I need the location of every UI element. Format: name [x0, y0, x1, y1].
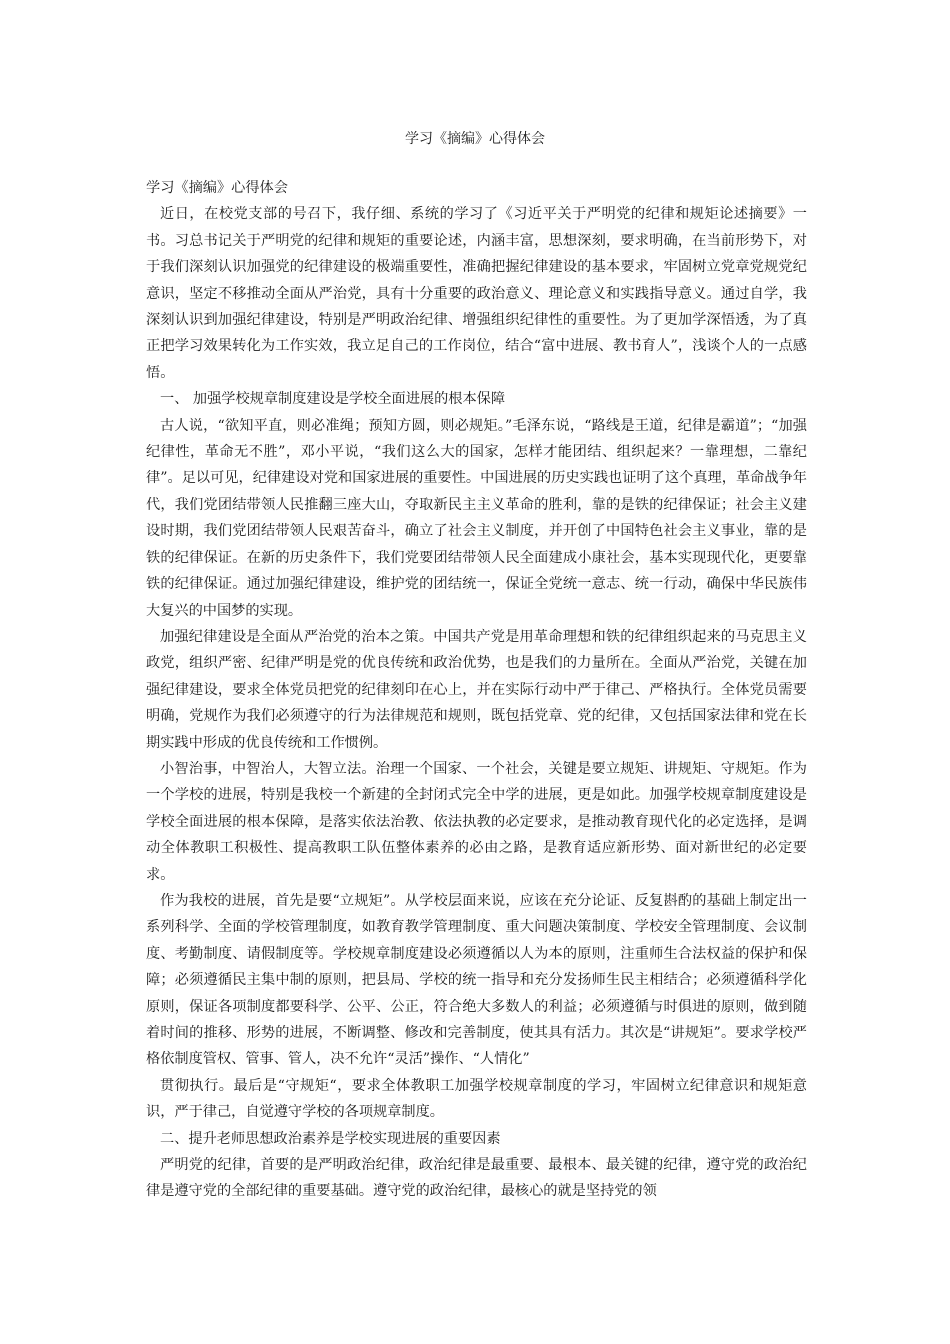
paragraph: 贯彻执行。最后是“守规矩“，要求全体教职工加强学校规章制度的学习，牢固树立纪律意识和规矩意识，严于律己，自觉遵守学校的各项规章制度。: [146, 1077, 807, 1121]
paragraph-intro: 近日，在校党支部的号召下，我仔细、系统的学习了《习近平关于严明党的纪律和规矩论述摘要》一书。习总书记关于严明党的纪律和规矩的重要论述，内涵丰富，思想深刻，要求明确，在当前形势下，对于我们深刻认识加强党的纪律建设的极端重要性，准确把握纪律建设的基本要求，牢固树立党章党规党纪意识，坚定不移推动全面从严治党，具有十分重要的政治意义、理论意义和实践指导意义。通过自学，我深刻认识到加强纪律建设，特别是严明政治纪律、增强组织纪律性的重要性。为了更加学深悟透，为了真正把学习效果转化为工作实效，我立足自己的工作岗位，结合“富中进展、教书育人”，浅谈个人的一点感悟。: [146, 206, 807, 381]
section-heading-1: 一、 加强学校规章制度建设是学校全面进展的根本保障: [160, 391, 506, 408]
body-heading: 学习《摘编》心得体会: [146, 180, 288, 196]
document-body: [146, 175, 807, 1205]
paragraph: 古人说，“欲知平直，则必准绳；预知方圆，则必规矩。”毛泽东说，“路线是王道，纪律是霸道”；“加强纪律性，革命无不胜”，邓小平说，“我们这么大的国家，怎样才能团结、组织起来？一靠理想，二靠纪律”。足以可见，纪律建设对党和国家进展的重要性。中国进展的历史实践也证明了这个真理，革命战争年代，我们党团结带领人民推翻三座大山，夺取新民主主义革命的胜利，靠的是铁的纪律保证；社会主义建设时期，我们党团结带领人民艰苦奋斗，确立了社会主义制度，并开创了中国特色社会主义事业，靠的是铁的纪律保证。在新的历史条件下，我们党要团结带领人民全面建成小康社会，基本实现现代化，更要靠铁的纪律保证。通过加强纪律建设，维护党的团结统一，保证全党统一意志、统一行动，确保中华民族伟大复兴的中国梦的实现。: [146, 417, 807, 619]
paragraph: 严明党的纪律，首要的是严明政治纪律，政治纪律是最重要、最根本、最关键的纪律，遵守党的政治纪律是遵守党的全部纪律的重要基础。遵守党的政治纪律，最核心的就是坚持党的领: [146, 1157, 807, 1200]
paragraph: 作为我校的进展，首先是要“立规矩”。从学校层面来说，应该在充分论证、反复斟酌的基础上制定出一系列科学、全面的学校管理制度，如教育教学管理制度、重大问题决策制度、学校安全管理制度、会议制度、考勤制度、请假制度等。学校规章制度建设必须遵循以人为本的原则，注重师生合法权益的保护和保障；必须遵循民主集中制的原则，把县局、学校的统一指导和充分发扬师生民主相结合；必须遵循科学化原则，保证各项制度都要科学、公平、公正，符合绝大多数人的利益；必须遵循与时俱进的原则，做到随着时间的推移、形势的进展，不断调整、修改和完善制度，使其具有活力。其次是“讲规矩”。要求学校严格依制度管权、管事、管人，决不允许“灵活”操作、“人情化”: [146, 892, 807, 1068]
document-title: 学习《摘编》心得体会: [405, 131, 545, 147]
section-heading-2: 二、提升老师思想政治素养是学校实现进展的重要因素: [160, 1130, 501, 1147]
paragraph: 加强纪律建设是全面从严治党的治本之策。中国共产党是用革命理想和铁的纪律组织起来的马克思主义政党，组织严密、纪律严明是党的优良传统和政治优势，也是我们的力量所在。全面从严治党，关键在加强纪律建设，要求全体党员把党的纪律刻印在心上，并在实际行动中严于律己、严格执行。全体党员需要明确，党规作为我们必须遵守的行为法律规范和规则，既包括党章、党的纪律，又包括国家法律和党在长期实践中形成的优良传统和工作惯例。: [146, 628, 807, 751]
paragraph: 小智治事，中智治人，大智立法。治理一个国家、一个社会，关键是要立规矩、讲规矩、守规矩。作为一个学校的进展，特别是我校一个新建的全封闭式完全中学的进展，更是如此。加强学校规章制度建设是学校全面进展的根本保障，是落实依法治教、依法执教的必定要求，是推动教育现代化的必定选择，是调动全体教职工积极性、提高教职工队伍整体素养的必由之路，是教育适应新形势、面对新世纪的必定要求。: [146, 760, 807, 883]
